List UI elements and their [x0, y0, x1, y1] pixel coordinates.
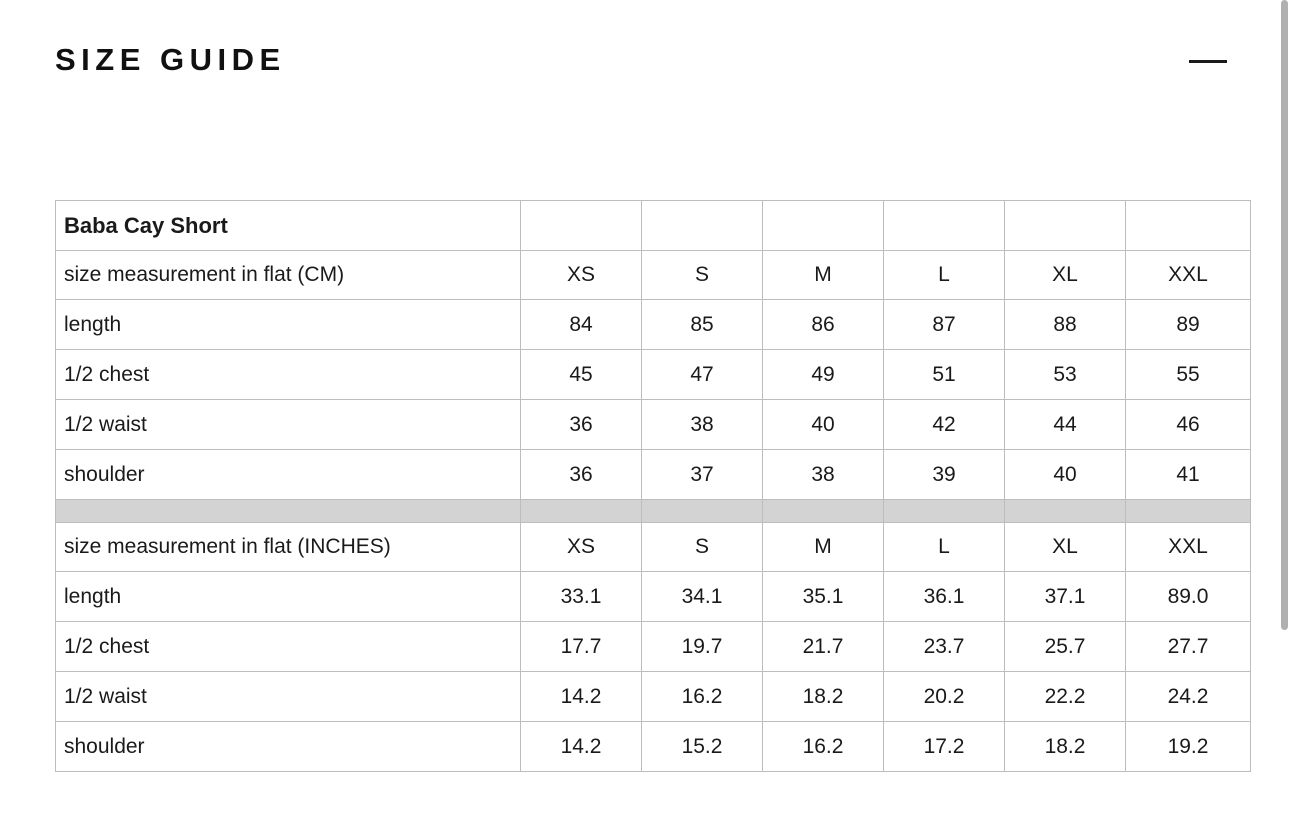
- scrollbar-thumb[interactable]: [1281, 0, 1288, 630]
- measurement-value: 89.0: [1126, 572, 1251, 622]
- measurement-value: 14.2: [521, 722, 642, 772]
- blank-cell: [1126, 201, 1251, 251]
- table-row: [56, 300, 1251, 350]
- size-header-m: M: [763, 523, 884, 572]
- measurement-value: 42: [884, 400, 1005, 450]
- measurement-value: 19.7: [642, 622, 763, 672]
- minus-icon[interactable]: [1186, 44, 1230, 78]
- measurement-value: 16.2: [642, 672, 763, 722]
- measurement-value: 34.1: [642, 572, 763, 622]
- divider-cell: [642, 500, 763, 523]
- measurement-value: 84: [521, 300, 642, 350]
- page-title: SIZE GUIDE: [55, 42, 286, 77]
- size-chart-table: [55, 200, 1251, 772]
- measurement-value: 18.2: [1005, 722, 1126, 772]
- size-header-xs: XS: [521, 251, 642, 300]
- table-row: [56, 622, 1251, 672]
- measurement-value: 55: [1126, 350, 1251, 400]
- measurement-value: 17.2: [884, 722, 1005, 772]
- size-header-xl: XL: [1005, 251, 1126, 300]
- measurement-value: 20.2: [884, 672, 1005, 722]
- divider-cell: [56, 500, 521, 523]
- measurement-value: 38: [642, 400, 763, 450]
- size-header-m: M: [763, 251, 884, 300]
- table-row: [56, 350, 1251, 400]
- size-header-xl: XL: [1005, 523, 1126, 572]
- measurement-value: 51: [884, 350, 1005, 400]
- measurement-value: 46: [1126, 400, 1251, 450]
- size-header-l: L: [884, 251, 1005, 300]
- measurement-label: shoulder: [56, 450, 521, 500]
- divider-cell: [1126, 500, 1251, 523]
- size-header-l: L: [884, 523, 1005, 572]
- measurement-value: 37.1: [1005, 572, 1126, 622]
- size-header-xxl: XXL: [1126, 251, 1251, 300]
- measurement-value: 36.1: [884, 572, 1005, 622]
- measurement-value: 45: [521, 350, 642, 400]
- measurement-value: 88: [1005, 300, 1126, 350]
- measurement-value: 36: [521, 450, 642, 500]
- divider-cell: [1005, 500, 1126, 523]
- size-header-xs: XS: [521, 523, 642, 572]
- scrollbar[interactable]: [1279, 0, 1290, 821]
- measurement-value: 21.7: [763, 622, 884, 672]
- cm-header-label: size measurement in flat (CM): [56, 251, 521, 300]
- measurement-label: 1/2 chest: [56, 350, 521, 400]
- measurement-value: 33.1: [521, 572, 642, 622]
- measurement-value: 41: [1126, 450, 1251, 500]
- blank-cell: [642, 201, 763, 251]
- size-header-s: S: [642, 251, 763, 300]
- measurement-value: 86: [763, 300, 884, 350]
- product-name-cell: Baba Cay Short: [56, 201, 521, 251]
- measurement-value: 38: [763, 450, 884, 500]
- inches-header-label: size measurement in flat (INCHES): [56, 523, 521, 572]
- measurement-label: length: [56, 572, 521, 622]
- measurement-value: 23.7: [884, 622, 1005, 672]
- measurement-value: 87: [884, 300, 1005, 350]
- blank-cell: [1005, 201, 1126, 251]
- size-header-xxl: XXL: [1126, 523, 1251, 572]
- table-row: [56, 400, 1251, 450]
- measurement-value: 15.2: [642, 722, 763, 772]
- measurement-value: 14.2: [521, 672, 642, 722]
- measurement-label: length: [56, 300, 521, 350]
- table-row: [56, 523, 1251, 572]
- measurement-value: 36: [521, 400, 642, 450]
- blank-cell: [884, 201, 1005, 251]
- measurement-value: 35.1: [763, 572, 884, 622]
- measurement-label: shoulder: [56, 722, 521, 772]
- size-chart-container: [55, 200, 1235, 772]
- size-header-s: S: [642, 523, 763, 572]
- table-row: [56, 450, 1251, 500]
- measurement-value: 17.7: [521, 622, 642, 672]
- measurement-value: 40: [763, 400, 884, 450]
- measurement-value: 89: [1126, 300, 1251, 350]
- blank-cell: [763, 201, 884, 251]
- measurement-value: 25.7: [1005, 622, 1126, 672]
- measurement-label: 1/2 waist: [56, 672, 521, 722]
- blank-cell: [521, 201, 642, 251]
- measurement-label: 1/2 waist: [56, 400, 521, 450]
- page-header: [55, 44, 1230, 104]
- table-row: [56, 672, 1251, 722]
- measurement-value: 44: [1005, 400, 1126, 450]
- divider-cell: [763, 500, 884, 523]
- measurement-value: 16.2: [763, 722, 884, 772]
- measurement-value: 85: [642, 300, 763, 350]
- section-divider-row: [56, 500, 1251, 523]
- minus-icon-bar: [1189, 60, 1227, 63]
- measurement-value: 53: [1005, 350, 1126, 400]
- divider-cell: [884, 500, 1005, 523]
- measurement-value: 47: [642, 350, 763, 400]
- divider-cell: [521, 500, 642, 523]
- table-row: [56, 251, 1251, 300]
- measurement-value: 22.2: [1005, 672, 1126, 722]
- table-row: [56, 722, 1251, 772]
- measurement-value: 39: [884, 450, 1005, 500]
- measurement-value: 37: [642, 450, 763, 500]
- measurement-value: 40: [1005, 450, 1126, 500]
- table-row: [56, 572, 1251, 622]
- measurement-label: 1/2 chest: [56, 622, 521, 672]
- measurement-value: 27.7: [1126, 622, 1251, 672]
- measurement-value: 24.2: [1126, 672, 1251, 722]
- measurement-value: 18.2: [763, 672, 884, 722]
- measurement-value: 49: [763, 350, 884, 400]
- table-row: [56, 201, 1251, 251]
- measurement-value: 19.2: [1126, 722, 1251, 772]
